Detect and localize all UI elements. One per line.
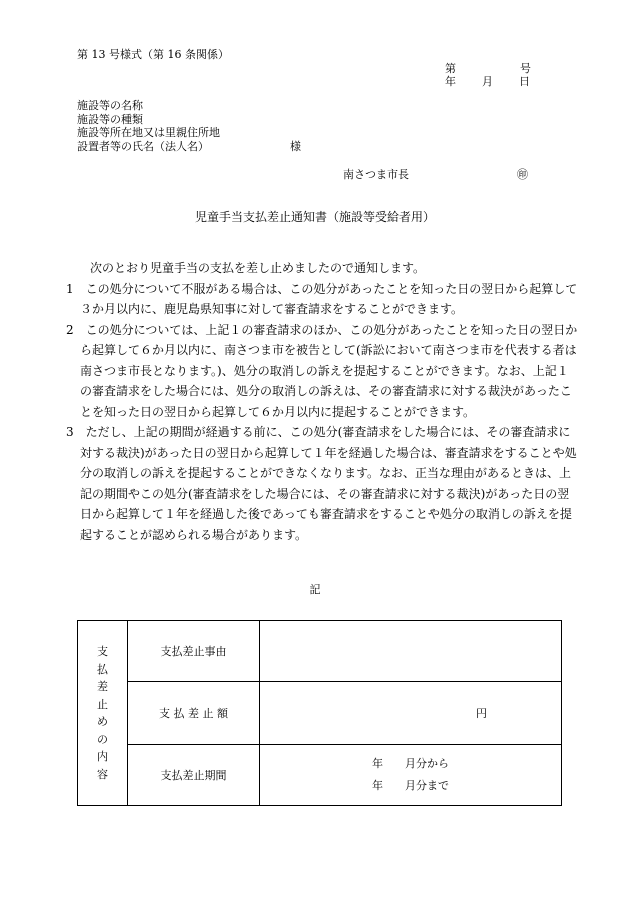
period-from: 年 月分から [372, 757, 449, 770]
ki-heading: 記 [309, 583, 321, 596]
intro-text: 次のとおり児童手当の支払を差し止めましたので通知します。 [90, 261, 426, 275]
suspension-details-table [77, 620, 562, 806]
notice-item-1: 1 この処分について不服がある場合は、この処分があったことを知った日の翌日から起算して３か月以内に、鹿児島県知事に対して審査請求をすることができます。 [66, 281, 578, 316]
date-day-label: 日 [519, 75, 530, 88]
suspension-reason-label: 支払差止事由 [128, 621, 260, 682]
form-number: 第 13 号様式（第 16 条関係） [77, 48, 229, 61]
yen-unit: 円 [476, 707, 487, 720]
notice-item-2: 2 この処分については、上記１の審査請求のほか、この処分があったことを知った日の翌日から起算して６か月以内に、南さつま市を被告として(訴訟において南さつま市を代表する者は南さつま市長となります。)、処分の取消しの訴えを提起することができます。なお、上記１の審査請求をした場合には、処分の取消しの訴えは、その審査請求に対する裁決があったことを知った日の翌日から起算して６か月以内に提起することができます。 [66, 322, 578, 419]
suspension-period-label: 支払差止期間 [128, 745, 260, 806]
document-title: 児童手当支払差止通知書（施設等受給者用） [194, 210, 435, 224]
suspension-contents-label: 支 払 差 止 め の 内 容 [78, 621, 128, 806]
facility-name-label: 施設等の名称 [77, 99, 143, 112]
seal-icon: ㊞ [517, 168, 528, 181]
suspension-amount-label: 支 払 差 止 額 [128, 682, 260, 745]
suspension-amount-value [260, 682, 562, 745]
facility-type-label: 施設等の種類 [77, 113, 143, 126]
suspension-period-value [260, 745, 562, 806]
period-to: 年 月分まで [372, 779, 449, 792]
table-row [78, 682, 562, 745]
suspension-reason-value [260, 621, 562, 682]
table-row [78, 745, 562, 806]
document-number-prefix: 第 [445, 62, 456, 75]
honorific-label: 様 [290, 140, 301, 153]
facility-address-label: 施設等所在地又は里親住所地 [77, 126, 220, 139]
date-year-label: 年 [445, 75, 456, 88]
founder-name-label: 設置者等の氏名（法人名） [77, 140, 209, 153]
document-number-suffix: 号 [520, 62, 531, 75]
notice-item-3: 3 ただし、上記の期間が経過する前に、この処分(審査請求をした場合には、その審査請求に対する裁決)があった日の翌日から起算して１年を経過した場合は、審査請求をすることや処分の取消しの訴えを提起することができなくなります。なお、正当な理由があるときは、上記の期間やこの処分(審査請求をした場合には、その審査請求に対する裁決)があった日の翌日から起算して１年を経過した後であっても審査請求をすることや処分の取消しの訴えを提起することが認められる場合があります。 [66, 425, 577, 542]
notice-body [60, 258, 580, 545]
mayor-label: 南さつま市長 [343, 168, 409, 181]
table-row [78, 621, 562, 682]
date-month-label: 月 [482, 75, 493, 88]
